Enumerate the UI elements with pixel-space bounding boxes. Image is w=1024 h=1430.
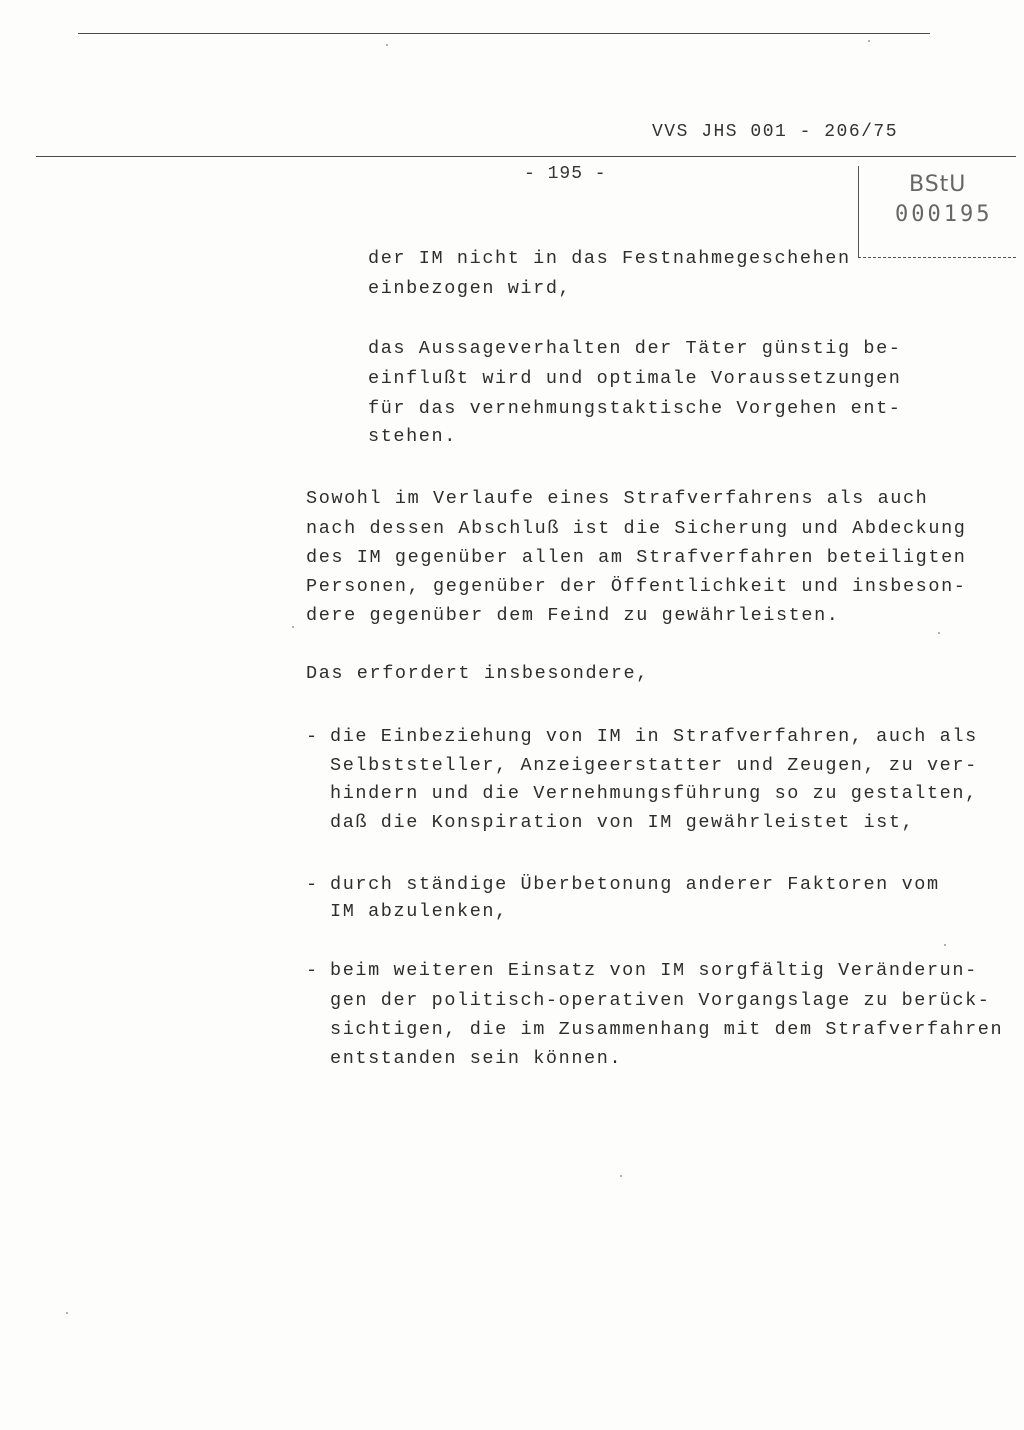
bullet1-line-4: daß die Konspiration von IM gewährleistet ist, bbox=[330, 812, 915, 833]
bullet-marker-3: - bbox=[306, 960, 318, 981]
scan-speck bbox=[868, 40, 870, 42]
stamp-line-2: 000195 bbox=[895, 202, 993, 227]
para1-line-2: einflußt wird und optimale Voraussetzungen bbox=[368, 368, 902, 389]
bullet-marker-2: - bbox=[306, 874, 318, 895]
para3-line: Das erfordert insbesondere, bbox=[306, 663, 649, 684]
header-rule bbox=[36, 156, 1016, 157]
para1-line-3: für das vernehmungstaktische Vorgehen ent- bbox=[368, 398, 902, 419]
bullet3-line-1: beim weiteren Einsatz von IM sorgfältig Veränderun- bbox=[330, 960, 978, 981]
bullet2-line-1: durch ständige Überbetonung anderer Faktoren vom bbox=[330, 874, 940, 895]
document-reference: VVS JHS 001 - 206/75 bbox=[652, 122, 899, 142]
scan-speck bbox=[620, 1175, 622, 1177]
para2-line-5: dere gegenüber dem Feind zu gewährleisten. bbox=[306, 605, 840, 626]
para1-line-1: das Aussageverhalten der Täter günstig be- bbox=[368, 338, 902, 359]
bullet1-line-3: hindern und die Vernehmungsführung so zu gestalten, bbox=[330, 783, 978, 804]
para2-line-2: nach dessen Abschluß ist die Sicherung und Abdeckung bbox=[306, 518, 967, 539]
bullet1-line-2: Selbststeller, Anzeigeerstatter und Zeugen, zu ver- bbox=[330, 755, 978, 776]
para1-line-4: stehen. bbox=[368, 426, 457, 447]
scan-speck bbox=[944, 944, 946, 946]
stamp-line-1: BStU bbox=[909, 172, 967, 197]
scan-speck bbox=[66, 1312, 68, 1314]
archive-stamp bbox=[858, 166, 1016, 258]
scan-speck bbox=[938, 632, 940, 634]
bullet3-line-4: entstanden sein können. bbox=[330, 1048, 623, 1069]
top-rule bbox=[78, 33, 930, 34]
bullet1-line-1: die Einbeziehung von IM in Strafverfahren, auch als bbox=[330, 726, 978, 747]
intro-line-1: der IM nicht in das Festnahmegeschehen bbox=[368, 248, 851, 269]
para2-line-3: des IM gegenüber allen am Strafverfahren beteiligten bbox=[306, 547, 967, 568]
para2-line-4: Personen, gegenüber der Öffentlichkeit und insbeson- bbox=[306, 576, 967, 597]
scan-speck bbox=[292, 626, 294, 628]
bullet2-line-2: IM abzulenken, bbox=[330, 901, 508, 922]
bullet3-line-2: gen der politisch-operativen Vorgangslage zu berück- bbox=[330, 990, 991, 1011]
scan-speck bbox=[386, 44, 388, 46]
intro-line-2: einbezogen wird, bbox=[368, 278, 572, 299]
bullet-marker-1: - bbox=[306, 726, 318, 747]
para2-line-1: Sowohl im Verlaufe eines Strafverfahrens als auch bbox=[306, 488, 929, 509]
bullet3-line-3: sichtigen, die im Zusammenhang mit dem Strafverfahren bbox=[330, 1019, 1004, 1040]
page-number: - 195 - bbox=[524, 164, 607, 184]
